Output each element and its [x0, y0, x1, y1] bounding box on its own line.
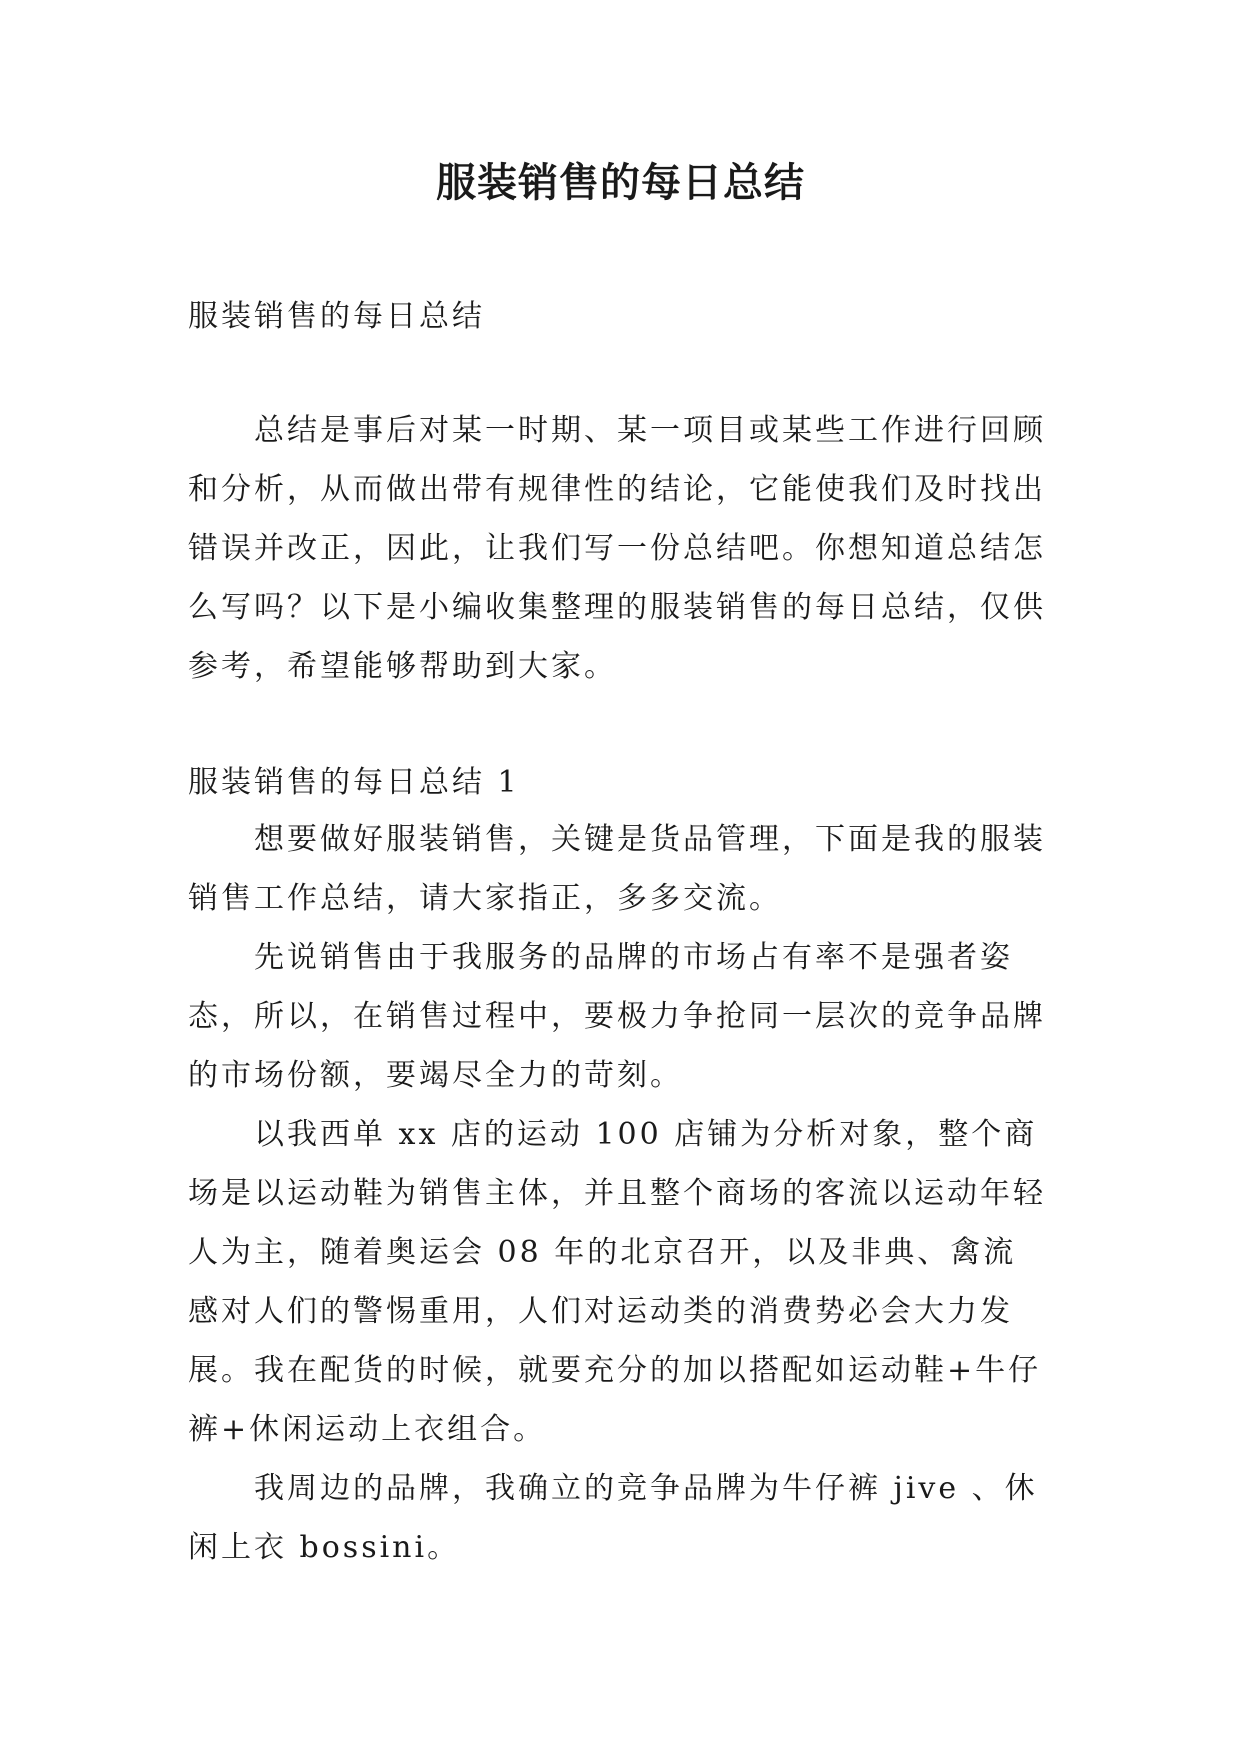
- intro-paragraph: 总结是事后对某一时期、某一项目或某些工作进行回顾和分析，从而做出带有规律性的结论，它能使我们及时找出错误并改正，因此，让我们写一份总结吧。你想知道总结怎么写吗？以下是小编收集整理的服装销售的每日总结，仅供参考，希望能够帮助到大家。: [188, 413, 1046, 684]
- document-title: 服装销售的每日总结: [436, 160, 805, 206]
- body-paragraph-2: 先说销售由于我服务的品牌的市场占有率不是强者姿态，所以，在销售过程中，要极力争抢同一层次的竞争品牌的市场份额，要竭尽全力的苛刻。: [188, 940, 1046, 1093]
- body-paragraph-5: 我周边的品牌，我确立的竞争品牌为牛仔裤 jive 、休闲上衣 bossini。: [188, 1471, 1038, 1565]
- body-paragraph-1: 想要做好服装销售，关键是货品管理，下面是我的服装销售工作总结，请大家指正，多多交流。: [188, 822, 1046, 916]
- body-paragraph-4: 我在配货的时候，就要充分的加以搭配如运动鞋+牛仔裤+休闲运动上衣组合。: [188, 1353, 1042, 1447]
- document-subtitle: 服装销售的每日总结: [188, 299, 485, 334]
- body-paragraph-3: 以我西单 xx 店的运动 100 店铺为分析对象，整个商场是以运动鞋为销售主体，并且整个商场的客流以运动年轻人为主，随着奥运会 08 年的北京召开，以及非典、禽流感对人们的警惕重用，人们对运动类的消费势必会大力发展。: [188, 1117, 1046, 1388]
- section-title: 服装销售的每日总结 1: [188, 765, 520, 800]
